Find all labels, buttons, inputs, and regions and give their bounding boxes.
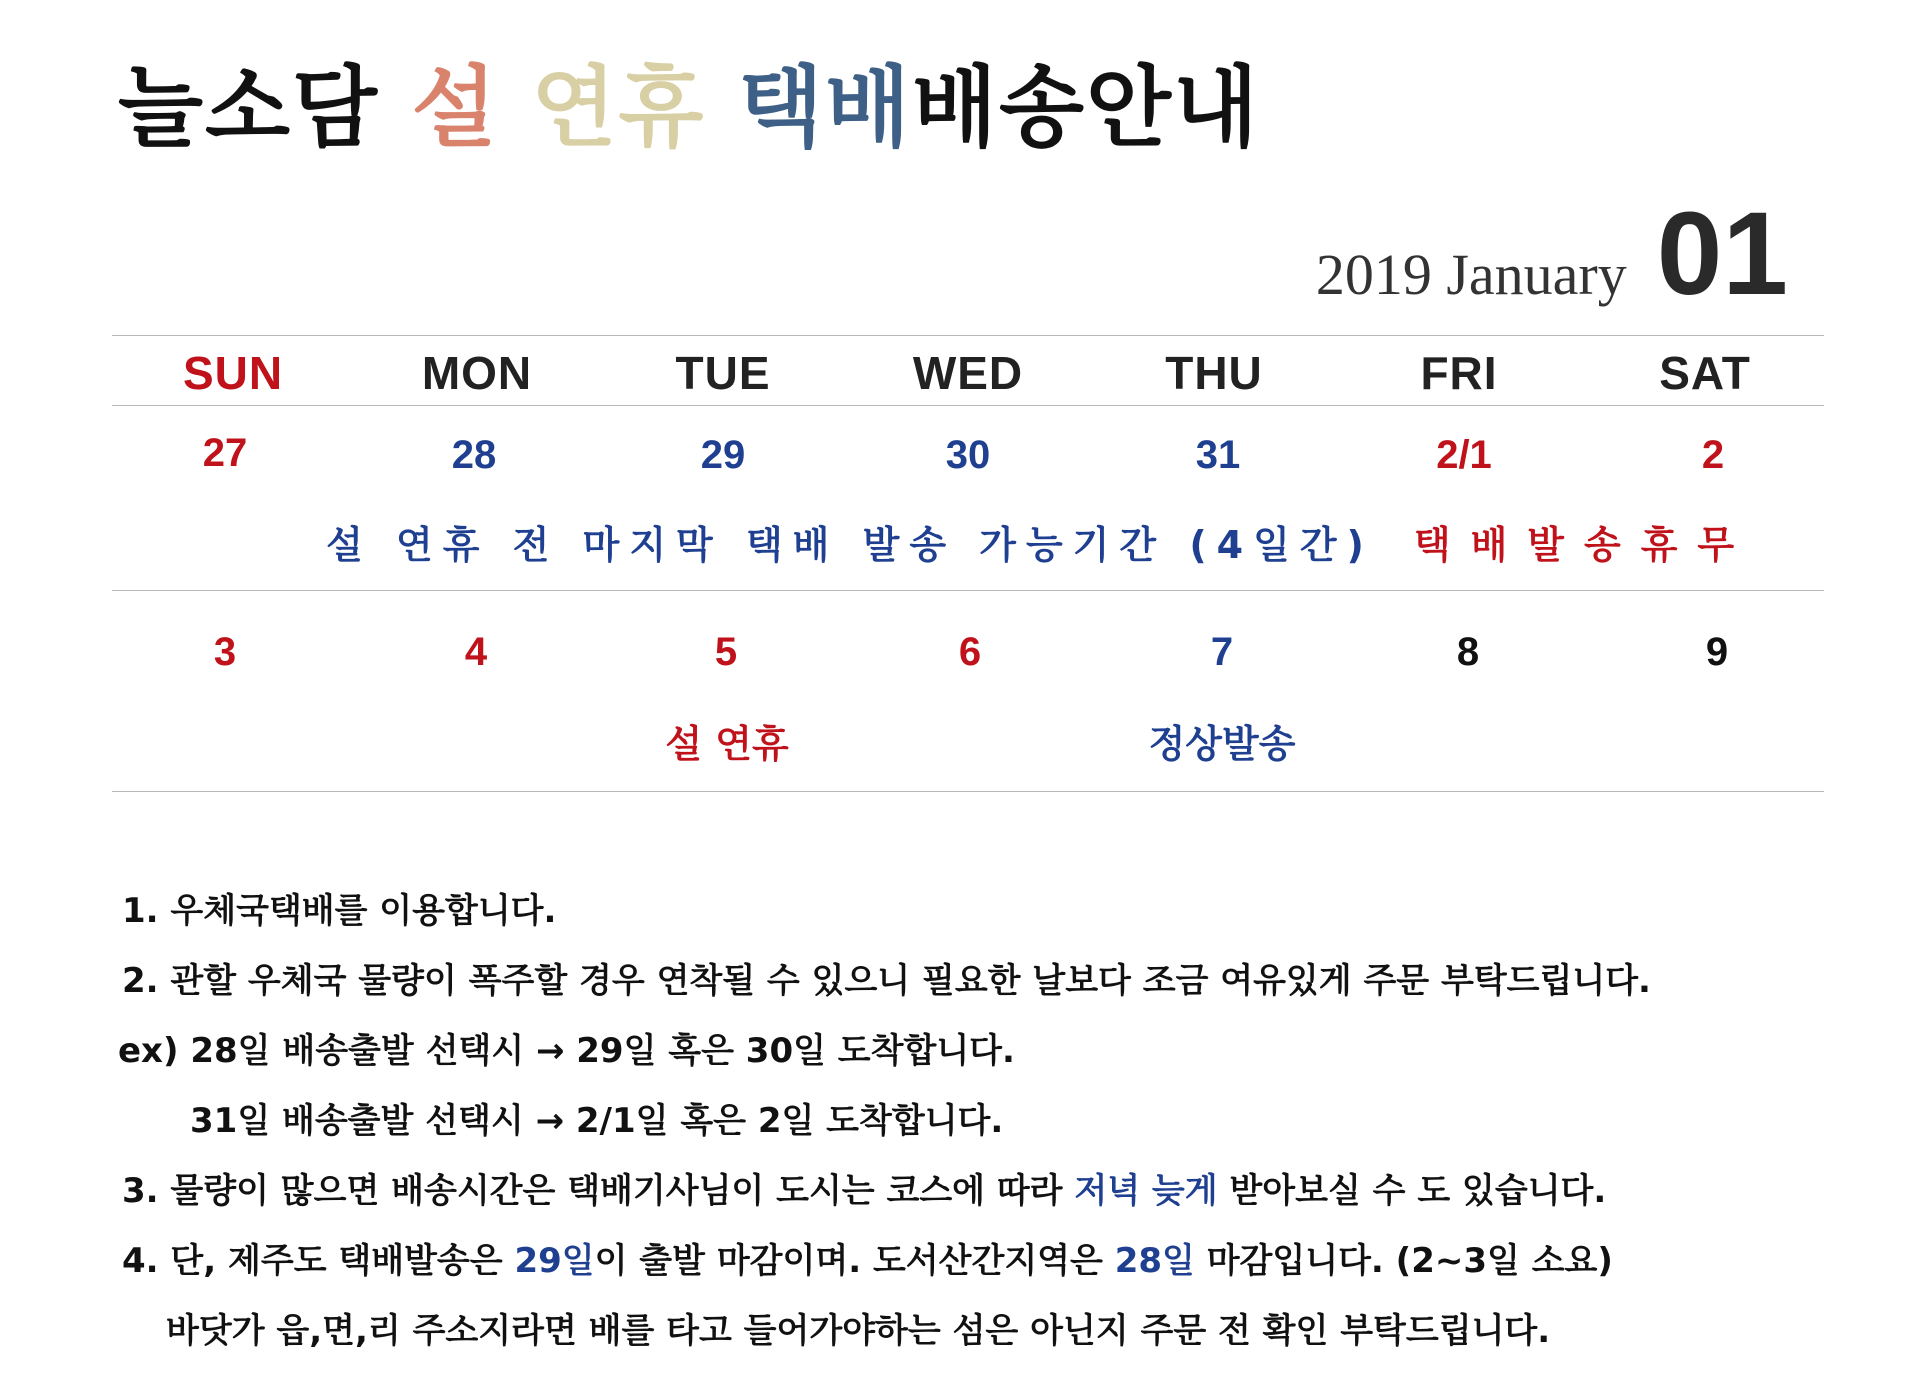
date-cell: 28 (451, 433, 497, 477)
date-cell: 8 (1456, 630, 1480, 674)
divider-week1 (112, 590, 1824, 591)
shipping-notes (118, 876, 1651, 1366)
note-line: 1. 우체국택배를 이용합니다. (122, 891, 557, 931)
weekday-fri: FRI (1420, 347, 1498, 399)
title-seol: 설 (411, 56, 499, 159)
weekday-sun: SUN (182, 347, 284, 399)
title-holiday: 연휴 (498, 56, 706, 159)
title-guide: 배송안내 (912, 56, 1261, 159)
divider-week2 (112, 791, 1824, 792)
month-number: 01 (1656, 188, 1788, 320)
note-line: 바닷가 읍,면,리 주소지라면 배를 타고 들어가야하는 섬은 아닌지 주문 전 확인 부탁드립니다. (166, 1311, 1551, 1351)
weekday-thu: THU (1165, 347, 1263, 399)
date-cell: 2/1 (1436, 433, 1492, 477)
date-cell: 9 (1705, 630, 1729, 674)
date-cell: 2 (1701, 433, 1725, 477)
date-cell: 30 (945, 433, 991, 477)
note-normal-shipping: 정상발송 (1148, 722, 1296, 766)
title-brand: 늘소담 (118, 56, 412, 159)
divider-header (112, 405, 1824, 406)
note-highlight: 저녁 늦게 (1074, 1171, 1218, 1211)
weekday-mon: MON (421, 347, 533, 399)
page-title (118, 48, 1260, 168)
note-text: 마감입니다. (2~3일 소요) (1194, 1241, 1613, 1281)
note-line: ex) 28일 배송출발 선택시 → 29일 혹은 30일 도착합니다. (118, 1031, 1015, 1071)
date-cell: 27 (202, 431, 248, 475)
date-cell: 6 (958, 630, 982, 674)
year-month-label: 2019 January (1315, 242, 1627, 307)
date-cell: 5 (714, 630, 738, 674)
date-cell: 31 (1195, 433, 1241, 477)
note-seol-holiday: 설 연휴 (665, 722, 789, 766)
note-highlight: 28일 (1114, 1241, 1195, 1281)
note-highlight: 29일 (514, 1241, 595, 1281)
note-line (122, 1226, 1651, 1296)
weekday-sat: SAT (1659, 347, 1751, 399)
date-cell: 7 (1210, 630, 1234, 674)
note-text: 이 출발 마감이며. 도서산간지역은 (594, 1241, 1115, 1281)
note-line: 31일 배송출발 선택시 → 2/1일 혹은 2일 도착합니다. (190, 1101, 1004, 1141)
title-delivery: 택배 (705, 56, 912, 159)
note-text: 3. 물량이 많으면 배송시간은 택배기사님이 도시는 코스에 따라 (122, 1171, 1075, 1211)
note-last-shipping-period: 설 연휴 전 마지막 택배 발송 가능기간 (4일간) (326, 523, 1374, 567)
note-shipping-closed: 택배발송휴무 (1413, 523, 1755, 567)
date-cell: 29 (700, 433, 746, 477)
note-text: 4. 단, 제주도 택배발송은 (122, 1241, 515, 1281)
date-cell: 3 (213, 630, 237, 674)
note-line: 2. 관할 우체국 물량이 폭주할 경우 연착될 수 있으니 필요한 날보다 조금 여유있게 주문 부탁드립니다. (122, 961, 1651, 1001)
note-line (122, 1156, 1651, 1226)
note-text: 받아보실 수 도 있습니다. (1217, 1171, 1607, 1211)
weekday-tue: TUE (675, 347, 771, 399)
calendar-month-header (1316, 186, 1788, 322)
weekday-wed: WED (912, 347, 1024, 399)
divider-top (112, 335, 1824, 336)
date-cell: 4 (464, 630, 488, 674)
